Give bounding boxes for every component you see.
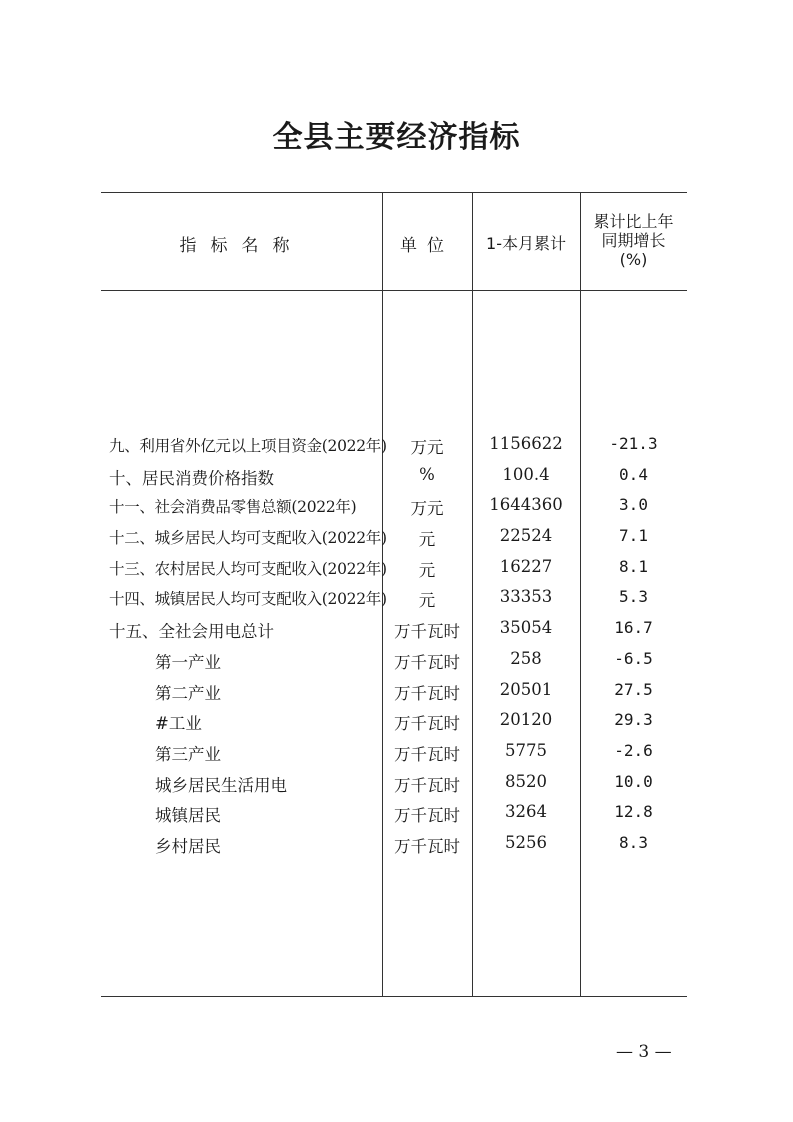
table-header-rule [101, 290, 687, 291]
indicator-unit: % [419, 464, 435, 484]
indicator-unit: 元 [418, 591, 436, 611]
indicator-cumulative: 5775 [505, 740, 547, 760]
indicator-cumulative: 16227 [499, 556, 553, 576]
table-row [101, 465, 687, 496]
indicator-cumulative: 20501 [499, 679, 553, 699]
indicator-growth: 7.1 [619, 526, 648, 546]
indicator-unit: 元 [418, 560, 436, 580]
indicator-cumulative: 1156622 [489, 434, 563, 453]
header-growth-line: 累计比上年 [593, 212, 674, 231]
table-row [101, 526, 687, 557]
header-indicator-name: 指标名称 [179, 236, 304, 256]
indicator-unit: 万千瓦时 [394, 744, 460, 764]
table-row [101, 587, 687, 618]
indicator-cumulative: 35054 [499, 618, 553, 638]
indicator-growth: -2.6 [614, 740, 653, 760]
indicator-cumulative: 100.4 [502, 464, 550, 484]
indicator-cumulative: 3264 [505, 802, 547, 822]
indicator-cumulative: 8520 [505, 771, 547, 791]
indicator-growth: 16.7 [614, 618, 653, 638]
table-row [101, 495, 687, 526]
indicator-cumulative: 33353 [499, 587, 553, 607]
indicator-table-body [101, 434, 687, 864]
indicator-unit: 万千瓦时 [394, 836, 460, 856]
indicator-name: 第二产业 [155, 683, 221, 703]
indicator-unit: 万千瓦时 [394, 683, 460, 703]
indicator-growth: -21.3 [609, 434, 658, 453]
indicator-name: 十三、农村居民人均可支配收入(2022年) [109, 559, 387, 578]
indicator-name: 第三产业 [155, 744, 221, 764]
indicator-unit: 万元 [410, 499, 444, 519]
indicator-unit: 万千瓦时 [394, 652, 460, 672]
indicator-unit: 万千瓦时 [394, 775, 460, 795]
indicator-growth: 5.3 [619, 587, 648, 607]
indicator-cumulative: 20120 [499, 710, 553, 730]
table-row [101, 680, 687, 711]
indicator-unit: 万千瓦时 [394, 622, 460, 642]
indicator-unit: 万千瓦时 [394, 714, 460, 734]
table-row [101, 772, 687, 803]
table-row [101, 710, 687, 741]
indicator-growth: -6.5 [614, 648, 653, 668]
header-growth-line: (%) [619, 250, 648, 269]
page-title: 全县主要经济指标 [272, 120, 521, 155]
table-row [101, 741, 687, 772]
table-row [101, 649, 687, 680]
indicator-name: 十四、城镇居民人均可支配收入(2022年) [109, 590, 387, 609]
indicator-unit: 万元 [410, 438, 444, 457]
header-growth [580, 212, 687, 269]
indicator-growth: 10.0 [614, 771, 653, 791]
indicator-growth: 3.0 [619, 495, 648, 515]
table-row [101, 802, 687, 833]
indicator-cumulative: 258 [510, 648, 542, 668]
indicator-name: 城镇居民 [155, 806, 221, 826]
table-row [101, 557, 687, 588]
header-cumulative: 1-本月累计 [486, 234, 566, 253]
indicator-growth: 27.5 [614, 679, 653, 699]
indicator-growth: 8.3 [619, 832, 648, 852]
indicator-growth: 8.1 [619, 556, 648, 576]
table-row [101, 833, 687, 864]
indicator-unit: 元 [418, 530, 436, 550]
indicator-name: 第一产业 [155, 652, 221, 672]
indicator-growth: 29.3 [614, 710, 653, 730]
table-row [101, 618, 687, 649]
header-unit: 单位 [400, 236, 454, 256]
indicator-cumulative: 5256 [505, 832, 547, 852]
indicator-name: 十、居民消费价格指数 [109, 468, 274, 488]
indicator-unit: 万千瓦时 [394, 806, 460, 826]
page-number: — 3 — [616, 1042, 672, 1062]
table-bottom-rule [101, 996, 687, 997]
indicator-growth: 0.4 [619, 464, 648, 484]
indicator-name: 十五、全社会用电总计 [109, 622, 274, 642]
table-row [101, 434, 687, 465]
indicator-name: 十一、社会消费品零售总额(2022年) [109, 498, 357, 517]
indicator-cumulative: 1644360 [489, 495, 563, 515]
indicator-name: 乡村居民 [155, 836, 221, 856]
indicator-cumulative: 22524 [499, 526, 553, 546]
table-top-rule [101, 192, 687, 193]
indicator-growth: 12.8 [614, 802, 653, 822]
indicator-name: 十二、城乡居民人均可支配收入(2022年) [109, 529, 387, 548]
indicator-name: #工业 [155, 714, 202, 734]
indicator-name: 城乡居民生活用电 [155, 775, 287, 795]
header-growth-line: 同期增长 [601, 231, 666, 250]
indicator-name: 九、利用省外亿元以上项目资金(2022年) [109, 437, 387, 455]
